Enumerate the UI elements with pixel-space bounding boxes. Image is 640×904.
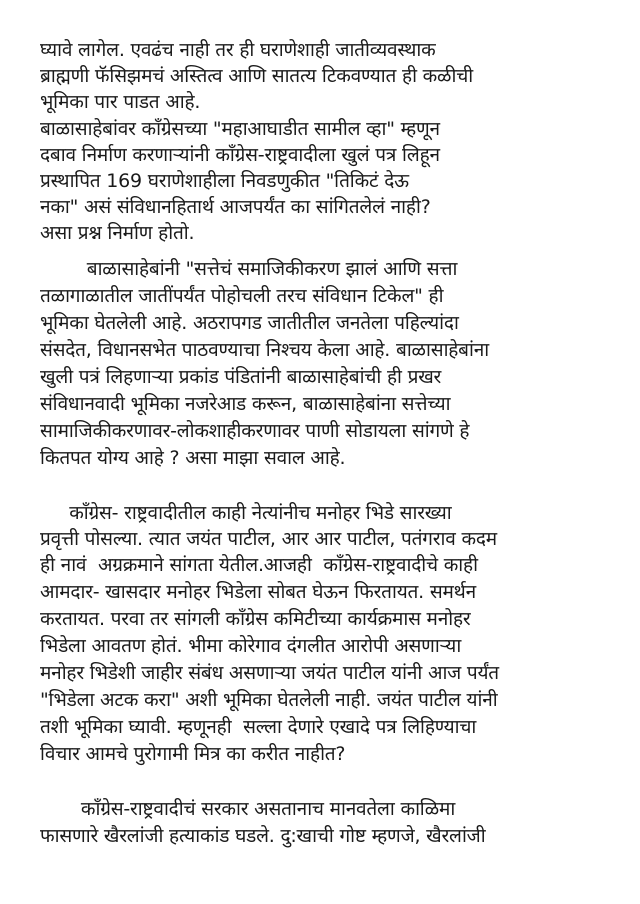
text-line: कितपत योग्य आहे ? असा माझा सवाल आहे. (40, 447, 346, 469)
text-line: भिडेला आवतण होतं. भीमा कोरेगाव दंगलीत आरोपी असणाऱ्या (40, 635, 462, 657)
text-line: बाळासाहेबांनी "सत्तेचं समाजिकीकरण झालं आणि सत्ता (40, 258, 458, 280)
text-line: बाळासाहेबांवर काँग्रेसच्या "महाआघाडीत सामील व्हा" म्हणून (40, 118, 440, 140)
text-line: विचार आमचे पुरोगामी मित्र का करीत नाहीत? (40, 743, 346, 765)
text-line: मनोहर भिडेशी जाहीर संबंध असणाऱ्या जयंत पाटील यांनी आज पर्यंत (40, 662, 499, 684)
text-line: भूमिका पार पाडत आहे. (40, 91, 201, 113)
text-line: ही नावं अग्रक्रमाने सांगता येतील.आजही काँग्रेस-राष्ट्रवादीचे काही (40, 554, 478, 576)
text-line: सामाजिकीकरणावर-लोकशाहीकरणावर पाणी सोडायला सांगणे हे (40, 420, 470, 442)
text-line: प्रवृत्ती पोसल्या. त्यात जयंत पाटील, आर आर पाटील, पतंगराव कदम (40, 528, 497, 550)
text-line: करतायत. परवा तर सांगली काँग्रेस कमिटीच्या कार्यक्रमास मनोहर (40, 608, 471, 630)
text-line: प्रस्थापित 169 घराणेशाहीला निवडणुकीत "तिकिटं देऊ (40, 170, 409, 192)
text-line: फासणारे खैरलांजी हत्याकांड घडले. दु:खाची गोष्ट म्हणजे, खैरलांजी (40, 825, 486, 847)
text-line: घ्यावे लागेल. एवढंच नाही तर ही घराणेशाही जातीव्यवस्थाक (40, 39, 436, 61)
text-line: खुली पत्रं लिहणाऱ्या प्रकांड पंडितांनी बाळासाहेबांची ही प्रखर (40, 366, 442, 388)
text-line: "भिडेला अटक करा" अशी भूमिका घेतलेली नाही. जयंत पाटील यांनी (40, 689, 498, 711)
text-line: तशी भूमिका घ्यावी. म्हणूनही सल्ला देणारे एखादे पत्र लिहिण्याचा (40, 716, 477, 738)
text-line: संविधानवादी भूमिका नजरेआड करून, बाळासाहेबांना सत्तेच्या (40, 393, 451, 415)
text-line: आमदार- खासदार मनोहर भिडेला सोबत घेऊन फिरतायत. समर्थन (40, 581, 476, 603)
text-line: तळागाळातील जातींपर्यंत पोहोचली तरच संविधान टिकेल" ही (40, 285, 444, 307)
text-line: संसदेत, विधानसभेत पाठवण्याचा निश्चय केला आहे. बाळासाहेबांना (40, 339, 490, 361)
text-line: दबाव निर्माण करणाऱ्यांनी काँग्रेस-राष्ट्रवादीला खुलं पत्र लिहून (40, 144, 440, 166)
text-line: ब्राह्मणी फॅसिझमचं अस्तित्व आणि सातत्य टिकवण्यात ही कळीची (40, 65, 473, 87)
text-line: काँग्रेस-राष्ट्रवादीचं सरकार असतानाच मानवतेला काळिमा (40, 798, 456, 820)
text-line: असा प्रश्न निर्माण होतो. (40, 222, 195, 244)
text-line: भूमिका घेतलेली आहे. अठरापगड जातीतील जनतेला पहिल्यांदा (40, 312, 459, 334)
text-line: नका" असं संविधानहितार्थ आजपर्यंत का सांगितलेलं नाही? (40, 196, 431, 218)
text-line: काँग्रेस- राष्ट्रवादीतील काही नेत्यांनीच मनोहर भिडे सारख्या (40, 502, 452, 524)
